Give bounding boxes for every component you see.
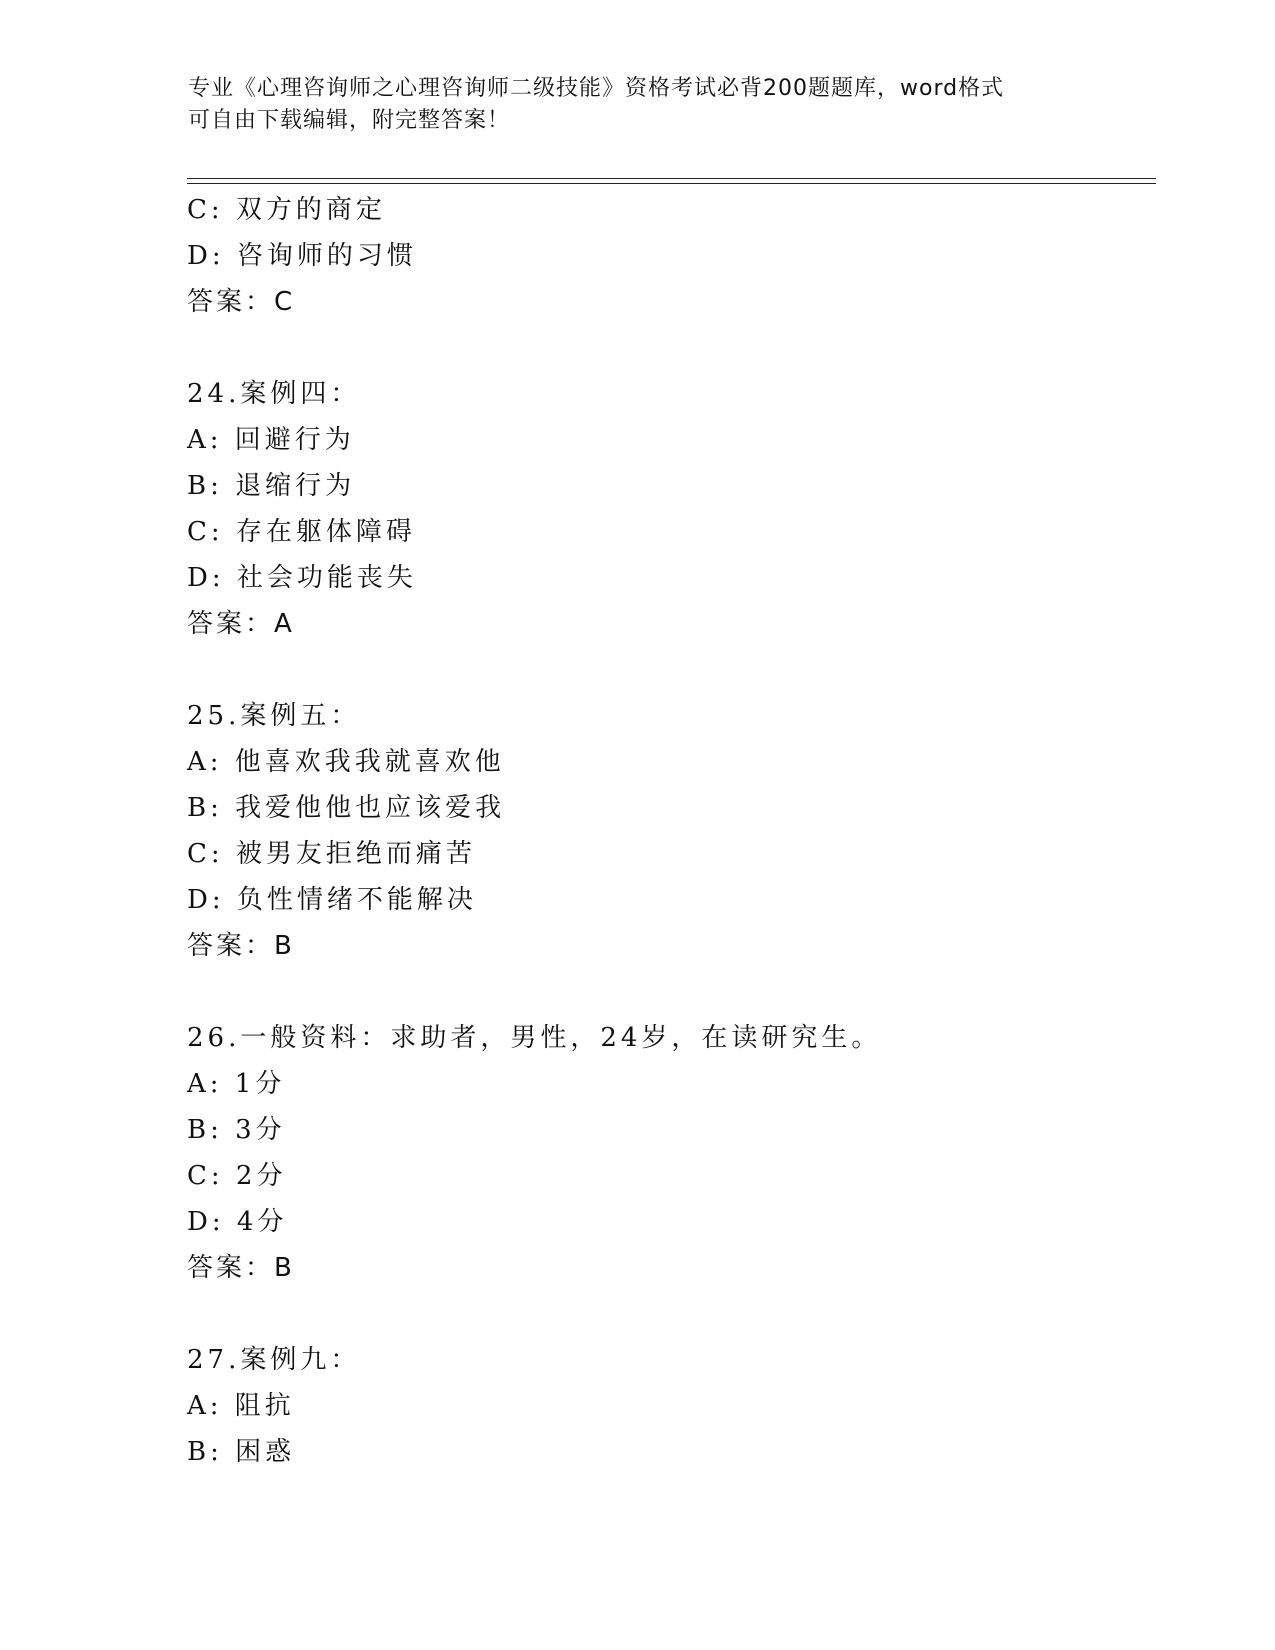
question-27-option-a: A: 阻抗 xyxy=(187,1391,295,1421)
question-25-option-b: B: 我爱他他也应该爱我 xyxy=(187,793,506,823)
question-24-option-d: D: 社会功能丧失 xyxy=(187,563,417,593)
question-25-option-c: C: 被男友拒绝而痛苦 xyxy=(187,839,476,869)
header-divider-top xyxy=(187,178,1156,179)
question-25-title: 25.案例五： xyxy=(187,701,361,731)
header-line-2: 可自由下载编辑，附完整答案！ xyxy=(188,108,511,133)
question-24-option-a: A: 回避行为 xyxy=(187,425,355,455)
question-23-block xyxy=(187,187,1147,325)
question-23-option-d: D: 咨询师的习惯 xyxy=(187,241,417,271)
spacer xyxy=(187,647,1147,693)
spacer xyxy=(187,325,1147,371)
question-26-option-d: D: 4分 xyxy=(187,1207,288,1237)
question-list xyxy=(187,187,1147,1475)
question-26-option-a: A: 1分 xyxy=(187,1069,286,1099)
question-25-answer: 答案：B xyxy=(187,931,295,961)
question-24-title: 24.案例四： xyxy=(187,379,361,409)
question-26-option-b: B: 3分 xyxy=(187,1115,286,1145)
question-25-block xyxy=(187,693,1147,969)
header-line-1: 专业《心理咨询师之心理咨询师二级技能》资格考试必背200题题库，word格式 xyxy=(188,76,1005,101)
question-25-option-a: A: 他喜欢我我就喜欢他 xyxy=(187,747,505,777)
question-24-block xyxy=(187,371,1147,647)
question-24-option-c: C: 存在躯体障碍 xyxy=(187,517,416,547)
question-26-answer: 答案：B xyxy=(187,1253,295,1283)
question-26-block xyxy=(187,1015,1147,1291)
question-24-answer: 答案：A xyxy=(187,609,295,639)
question-26-title: 26.一般资料：求助者，男性，24岁，在读研究生。 xyxy=(187,1023,882,1053)
question-25-option-d: D: 负性情绪不能解决 xyxy=(187,885,477,915)
question-26-option-c: C: 2分 xyxy=(187,1161,287,1191)
question-23-option-c: C: 双方的商定 xyxy=(187,195,386,225)
question-27-title: 27.案例九： xyxy=(187,1345,361,1375)
header-divider-bottom xyxy=(187,183,1156,184)
spacer xyxy=(187,1291,1147,1337)
question-24-option-b: B: 退缩行为 xyxy=(187,471,356,501)
spacer xyxy=(187,969,1147,1015)
question-23-answer: 答案：C xyxy=(187,287,296,317)
question-27-block xyxy=(187,1337,1147,1475)
question-27-option-b: B: 困惑 xyxy=(187,1437,296,1467)
document-header xyxy=(188,73,1088,137)
